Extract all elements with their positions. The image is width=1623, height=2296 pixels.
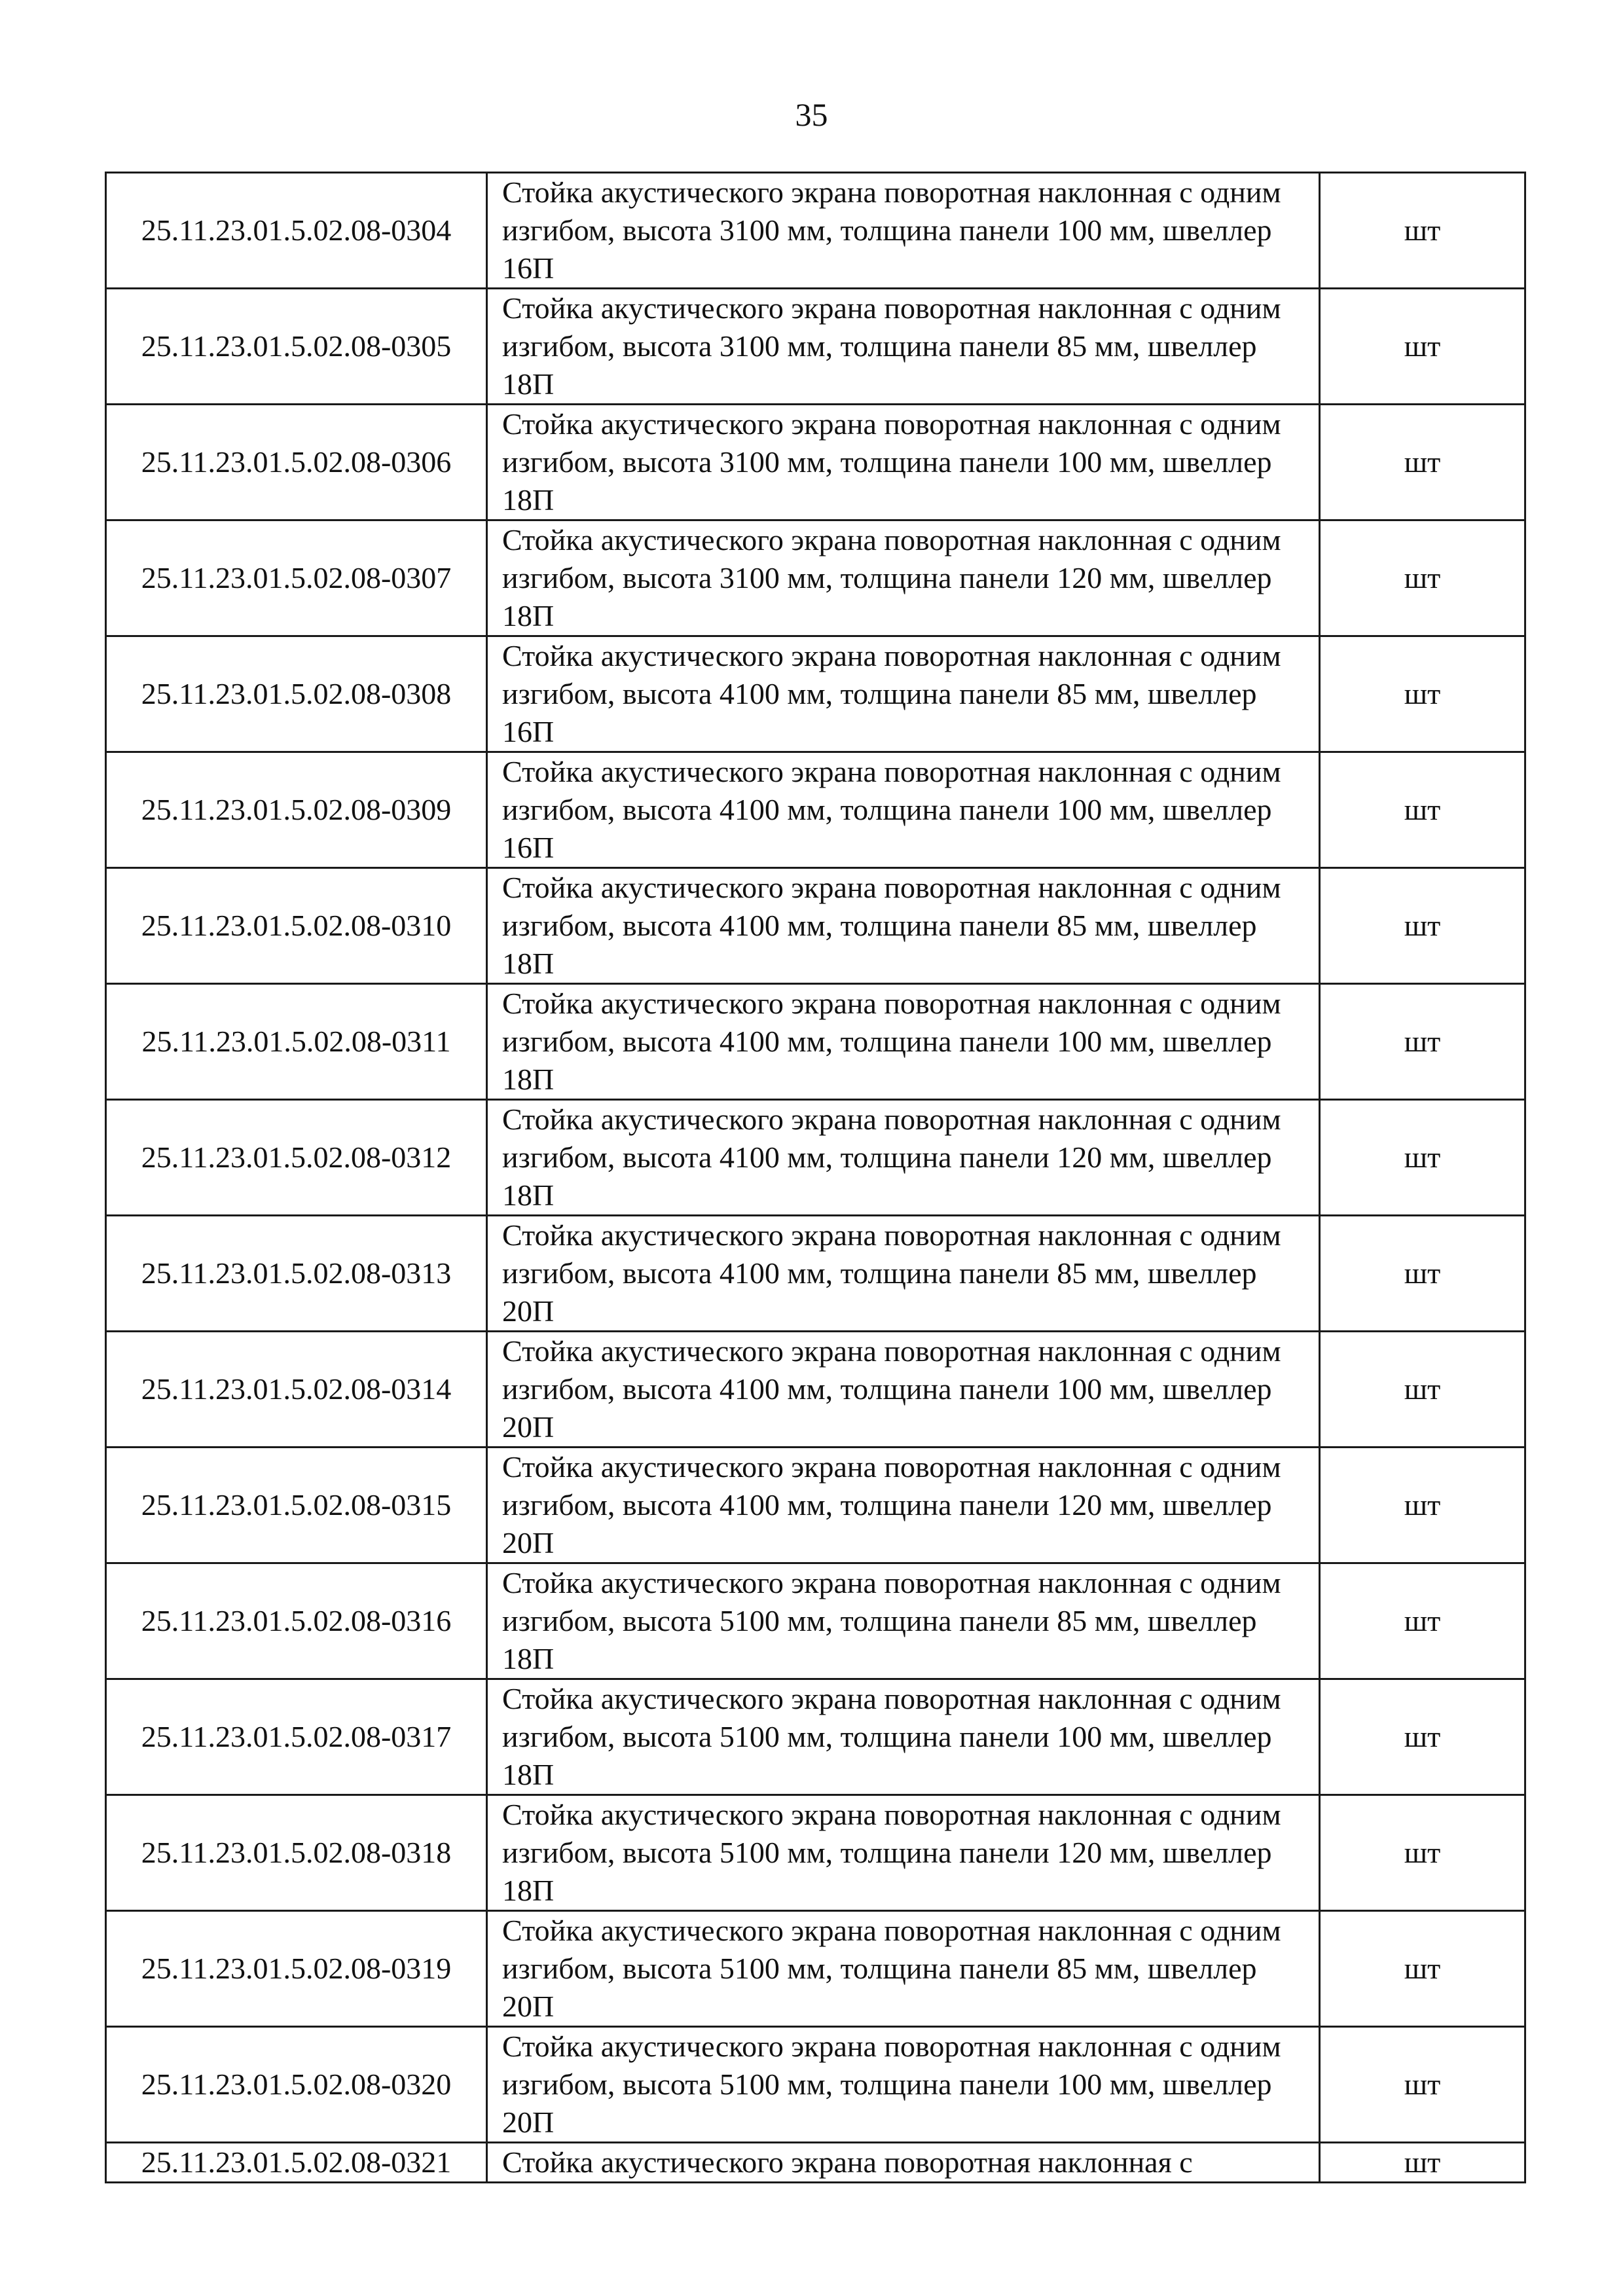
table-row <box>106 1332 1525 1448</box>
resource-unit: шт <box>1320 1100 1525 1216</box>
resource-unit: шт <box>1320 1448 1525 1563</box>
resource-description: Стойка акустического экрана поворотная наклонная с одним изгибом, высота 5100 мм, толщина панели 85 мм, швеллер 20П <box>487 1911 1320 2027</box>
resource-description: Стойка акустического экрана поворотная наклонная с одним изгибом, высота 4100 мм, толщина панели 85 мм, швеллер 18П <box>487 868 1320 984</box>
table-row <box>106 868 1525 984</box>
resource-unit: шт <box>1320 636 1525 752</box>
table-row <box>106 289 1525 405</box>
page-number: 35 <box>795 96 828 133</box>
table-row <box>106 405 1525 520</box>
resource-unit: шт <box>1320 520 1525 636</box>
table-row <box>106 636 1525 752</box>
resource-code: 25.11.23.01.5.02.08-0318 <box>106 1795 487 1911</box>
table-row <box>106 1795 1525 1911</box>
resource-code: 25.11.23.01.5.02.08-0314 <box>106 1332 487 1448</box>
resource-code: 25.11.23.01.5.02.08-0311 <box>106 984 487 1100</box>
resource-code: 25.11.23.01.5.02.08-0316 <box>106 1563 487 1679</box>
resource-unit: шт <box>1320 405 1525 520</box>
resource-unit: шт <box>1320 1563 1525 1679</box>
resource-code: 25.11.23.01.5.02.08-0306 <box>106 405 487 520</box>
resource-unit: шт <box>1320 1795 1525 1911</box>
resource-code: 25.11.23.01.5.02.08-0320 <box>106 2027 487 2143</box>
resource-code: 25.11.23.01.5.02.08-0310 <box>106 868 487 984</box>
resource-description: Стойка акустического экрана поворотная наклонная с одним изгибом, высота 4100 мм, толщина панели 100 мм, швеллер 16П <box>487 752 1320 868</box>
resource-unit: шт <box>1320 289 1525 405</box>
table-row <box>106 1448 1525 1563</box>
resource-description: Стойка акустического экрана поворотная наклонная с одним изгибом, высота 3100 мм, толщина панели 100 мм, швеллер 16П <box>487 173 1320 289</box>
resource-unit: шт <box>1320 1679 1525 1795</box>
resource-description: Стойка акустического экрана поворотная наклонная с одним изгибом, высота 4100 мм, толщина панели 120 мм, швеллер 18П <box>487 1100 1320 1216</box>
resource-unit: шт <box>1320 2143 1525 2183</box>
resource-description: Стойка акустического экрана поворотная наклонная с одним изгибом, высота 5100 мм, толщина панели 100 мм, швеллер 18П <box>487 1679 1320 1795</box>
resource-description: Стойка акустического экрана поворотная наклонная с одним изгибом, высота 5100 мм, толщина панели 85 мм, швеллер 18П <box>487 1563 1320 1679</box>
table-row <box>106 2143 1525 2183</box>
resource-unit: шт <box>1320 1216 1525 1332</box>
resource-code: 25.11.23.01.5.02.08-0312 <box>106 1100 487 1216</box>
resource-unit: шт <box>1320 2027 1525 2143</box>
resource-description: Стойка акустического экрана поворотная наклонная с одним изгибом, высота 5100 мм, толщина панели 120 мм, швеллер 18П <box>487 1795 1320 1911</box>
resource-unit: шт <box>1320 1332 1525 1448</box>
resource-description: Стойка акустического экрана поворотная наклонная с <box>487 2143 1320 2183</box>
resource-code: 25.11.23.01.5.02.08-0305 <box>106 289 487 405</box>
resource-description: Стойка акустического экрана поворотная наклонная с одним изгибом, высота 5100 мм, толщина панели 100 мм, швеллер 20П <box>487 2027 1320 2143</box>
resource-description: Стойка акустического экрана поворотная наклонная с одним изгибом, высота 4100 мм, толщина панели 100 мм, швеллер 20П <box>487 1332 1320 1448</box>
resource-code: 25.11.23.01.5.02.08-0307 <box>106 520 487 636</box>
table-row <box>106 520 1525 636</box>
resource-description: Стойка акустического экрана поворотная наклонная с одним изгибом, высота 3100 мм, толщина панели 100 мм, швеллер 18П <box>487 405 1320 520</box>
table-row <box>106 984 1525 1100</box>
resource-unit: шт <box>1320 868 1525 984</box>
resource-unit: шт <box>1320 984 1525 1100</box>
resource-unit: шт <box>1320 1911 1525 2027</box>
table-row <box>106 1679 1525 1795</box>
resource-unit: шт <box>1320 173 1525 289</box>
resource-description: Стойка акустического экрана поворотная наклонная с одним изгибом, высота 4100 мм, толщина панели 85 мм, швеллер 16П <box>487 636 1320 752</box>
resource-code: 25.11.23.01.5.02.08-0315 <box>106 1448 487 1563</box>
table-row <box>106 173 1525 289</box>
resource-unit: шт <box>1320 752 1525 868</box>
resource-description: Стойка акустического экрана поворотная наклонная с одним изгибом, высота 3100 мм, толщина панели 120 мм, швеллер 18П <box>487 520 1320 636</box>
resource-code: 25.11.23.01.5.02.08-0308 <box>106 636 487 752</box>
table-row <box>106 1911 1525 2027</box>
table-row <box>106 2027 1525 2143</box>
table-row <box>106 1216 1525 1332</box>
resource-code: 25.11.23.01.5.02.08-0313 <box>106 1216 487 1332</box>
resource-code: 25.11.23.01.5.02.08-0317 <box>106 1679 487 1795</box>
resource-code: 25.11.23.01.5.02.08-0304 <box>106 173 487 289</box>
resource-table <box>105 172 1526 2183</box>
table-row <box>106 752 1525 868</box>
table-row <box>106 1100 1525 1216</box>
resource-description: Стойка акустического экрана поворотная наклонная с одним изгибом, высота 4100 мм, толщина панели 85 мм, швеллер 20П <box>487 1216 1320 1332</box>
resource-description: Стойка акустического экрана поворотная наклонная с одним изгибом, высота 3100 мм, толщина панели 85 мм, швеллер 18П <box>487 289 1320 405</box>
resource-code: 25.11.23.01.5.02.08-0319 <box>106 1911 487 2027</box>
resource-code: 25.11.23.01.5.02.08-0309 <box>106 752 487 868</box>
resource-code: 25.11.23.01.5.02.08-0321 <box>106 2143 487 2183</box>
table-row <box>106 1563 1525 1679</box>
resource-description: Стойка акустического экрана поворотная наклонная с одним изгибом, высота 4100 мм, толщина панели 120 мм, швеллер 20П <box>487 1448 1320 1563</box>
resource-description: Стойка акустического экрана поворотная наклонная с одним изгибом, высота 4100 мм, толщина панели 100 мм, швеллер 18П <box>487 984 1320 1100</box>
